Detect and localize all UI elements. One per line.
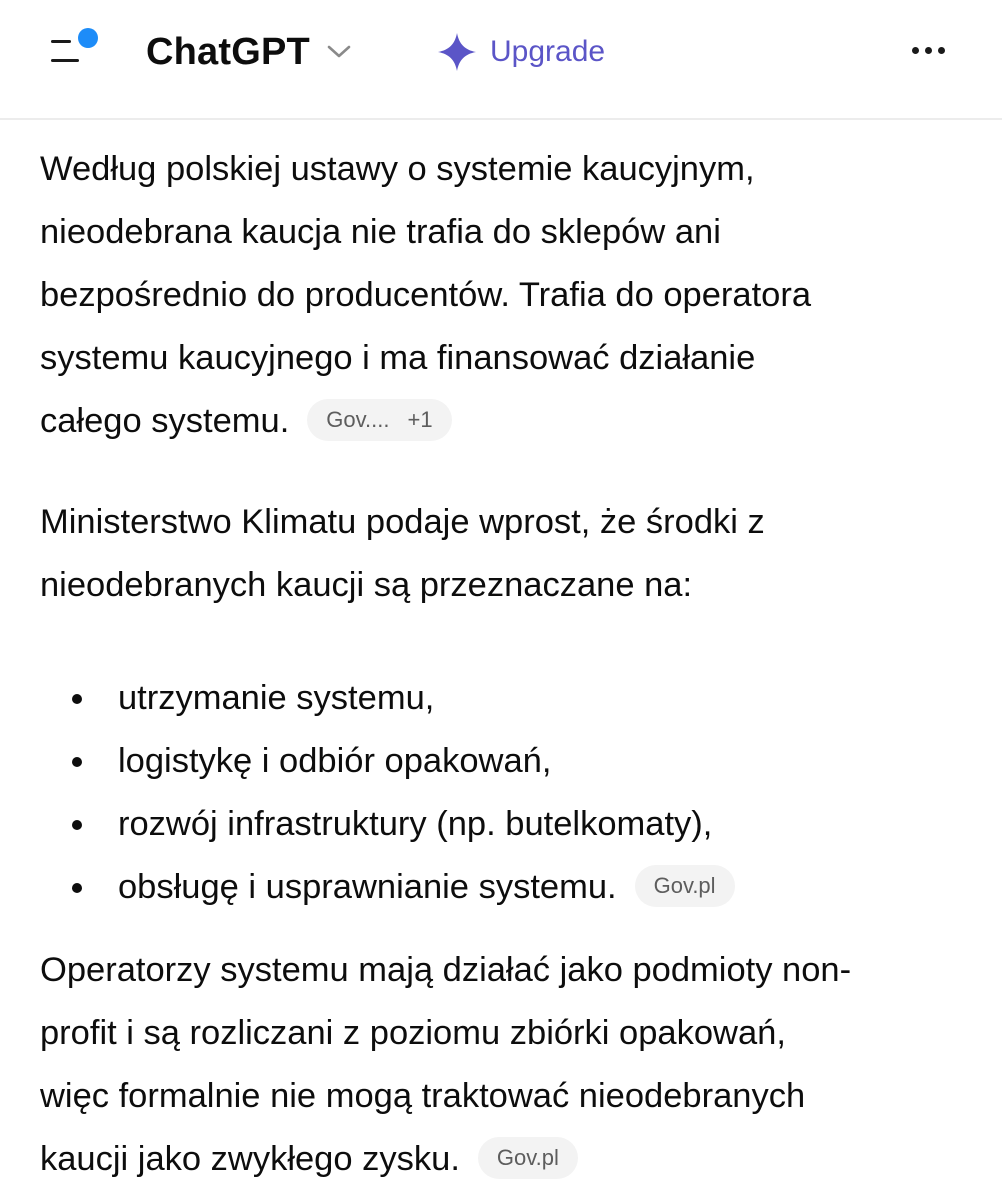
list-item-with-citation <box>40 856 970 919</box>
paragraph-2 <box>40 491 970 617</box>
dot <box>912 47 919 54</box>
text-line-with-citation <box>40 1128 970 1191</box>
text-line: więc formalnie nie mogą traktować nieodebranych <box>40 1077 806 1115</box>
assistant-message <box>40 138 970 1191</box>
text-line: Operatorzy systemu mają działać jako podmioty non- <box>40 951 852 989</box>
text-line-with-citation <box>40 390 970 453</box>
dot <box>938 47 945 54</box>
bullet-list <box>40 667 970 919</box>
text-line: systemu kaucyjnego i ma finansować działanie <box>40 339 756 377</box>
citation-label: Gov.pl <box>653 872 716 898</box>
upgrade-button[interactable] <box>436 26 605 78</box>
menu-line <box>51 59 79 62</box>
citation-chip[interactable] <box>635 865 735 907</box>
citation-label: Gov.pl <box>496 1144 559 1170</box>
model-selector[interactable] <box>146 24 352 80</box>
dot <box>925 47 932 54</box>
text-line: całego systemu. <box>40 402 290 440</box>
paragraph-3 <box>40 939 970 1191</box>
app-title: ChatGPT <box>146 30 310 73</box>
chevron-down-icon <box>326 44 352 60</box>
sparkle-icon <box>436 31 478 73</box>
text-line: profit i są rozliczani z poziomu zbiórki opakowań, <box>40 1014 786 1052</box>
list-item: utrzymanie systemu, <box>40 667 970 730</box>
text-line: nieodebrana kaucja nie trafia do sklepów ani <box>40 213 721 251</box>
citation-chip[interactable] <box>478 1137 578 1179</box>
notification-dot <box>78 28 98 48</box>
sidebar-menu-icon[interactable] <box>46 26 102 74</box>
citation-extra-count: +1 <box>407 406 433 432</box>
text-line: nieodebranych kaucji są przeznaczane na: <box>40 566 693 604</box>
upgrade-label: Upgrade <box>490 35 606 68</box>
list-item: rozwój infrastruktury (np. butelkomaty), <box>40 793 970 856</box>
text-line: Ministerstwo Klimatu podaje wprost, że środki z <box>40 503 765 541</box>
list-item-text: obsługę i usprawnianie systemu. <box>118 868 617 906</box>
menu-line <box>51 40 71 43</box>
citation-chip[interactable] <box>307 399 451 441</box>
citation-label: Gov.... <box>326 406 390 432</box>
list-item: logistykę i odbiór opakowań, <box>40 730 970 793</box>
paragraph-1 <box>40 138 970 453</box>
text-line: bezpośrednio do producentów. Trafia do operatora <box>40 276 812 314</box>
top-bar <box>0 0 1002 120</box>
ellipsis-icon[interactable] <box>904 30 952 70</box>
text-line: Według polskiej ustawy o systemie kaucyjnym, <box>40 150 755 188</box>
text-line: kaucji jako zwykłego zysku. <box>40 1140 460 1178</box>
